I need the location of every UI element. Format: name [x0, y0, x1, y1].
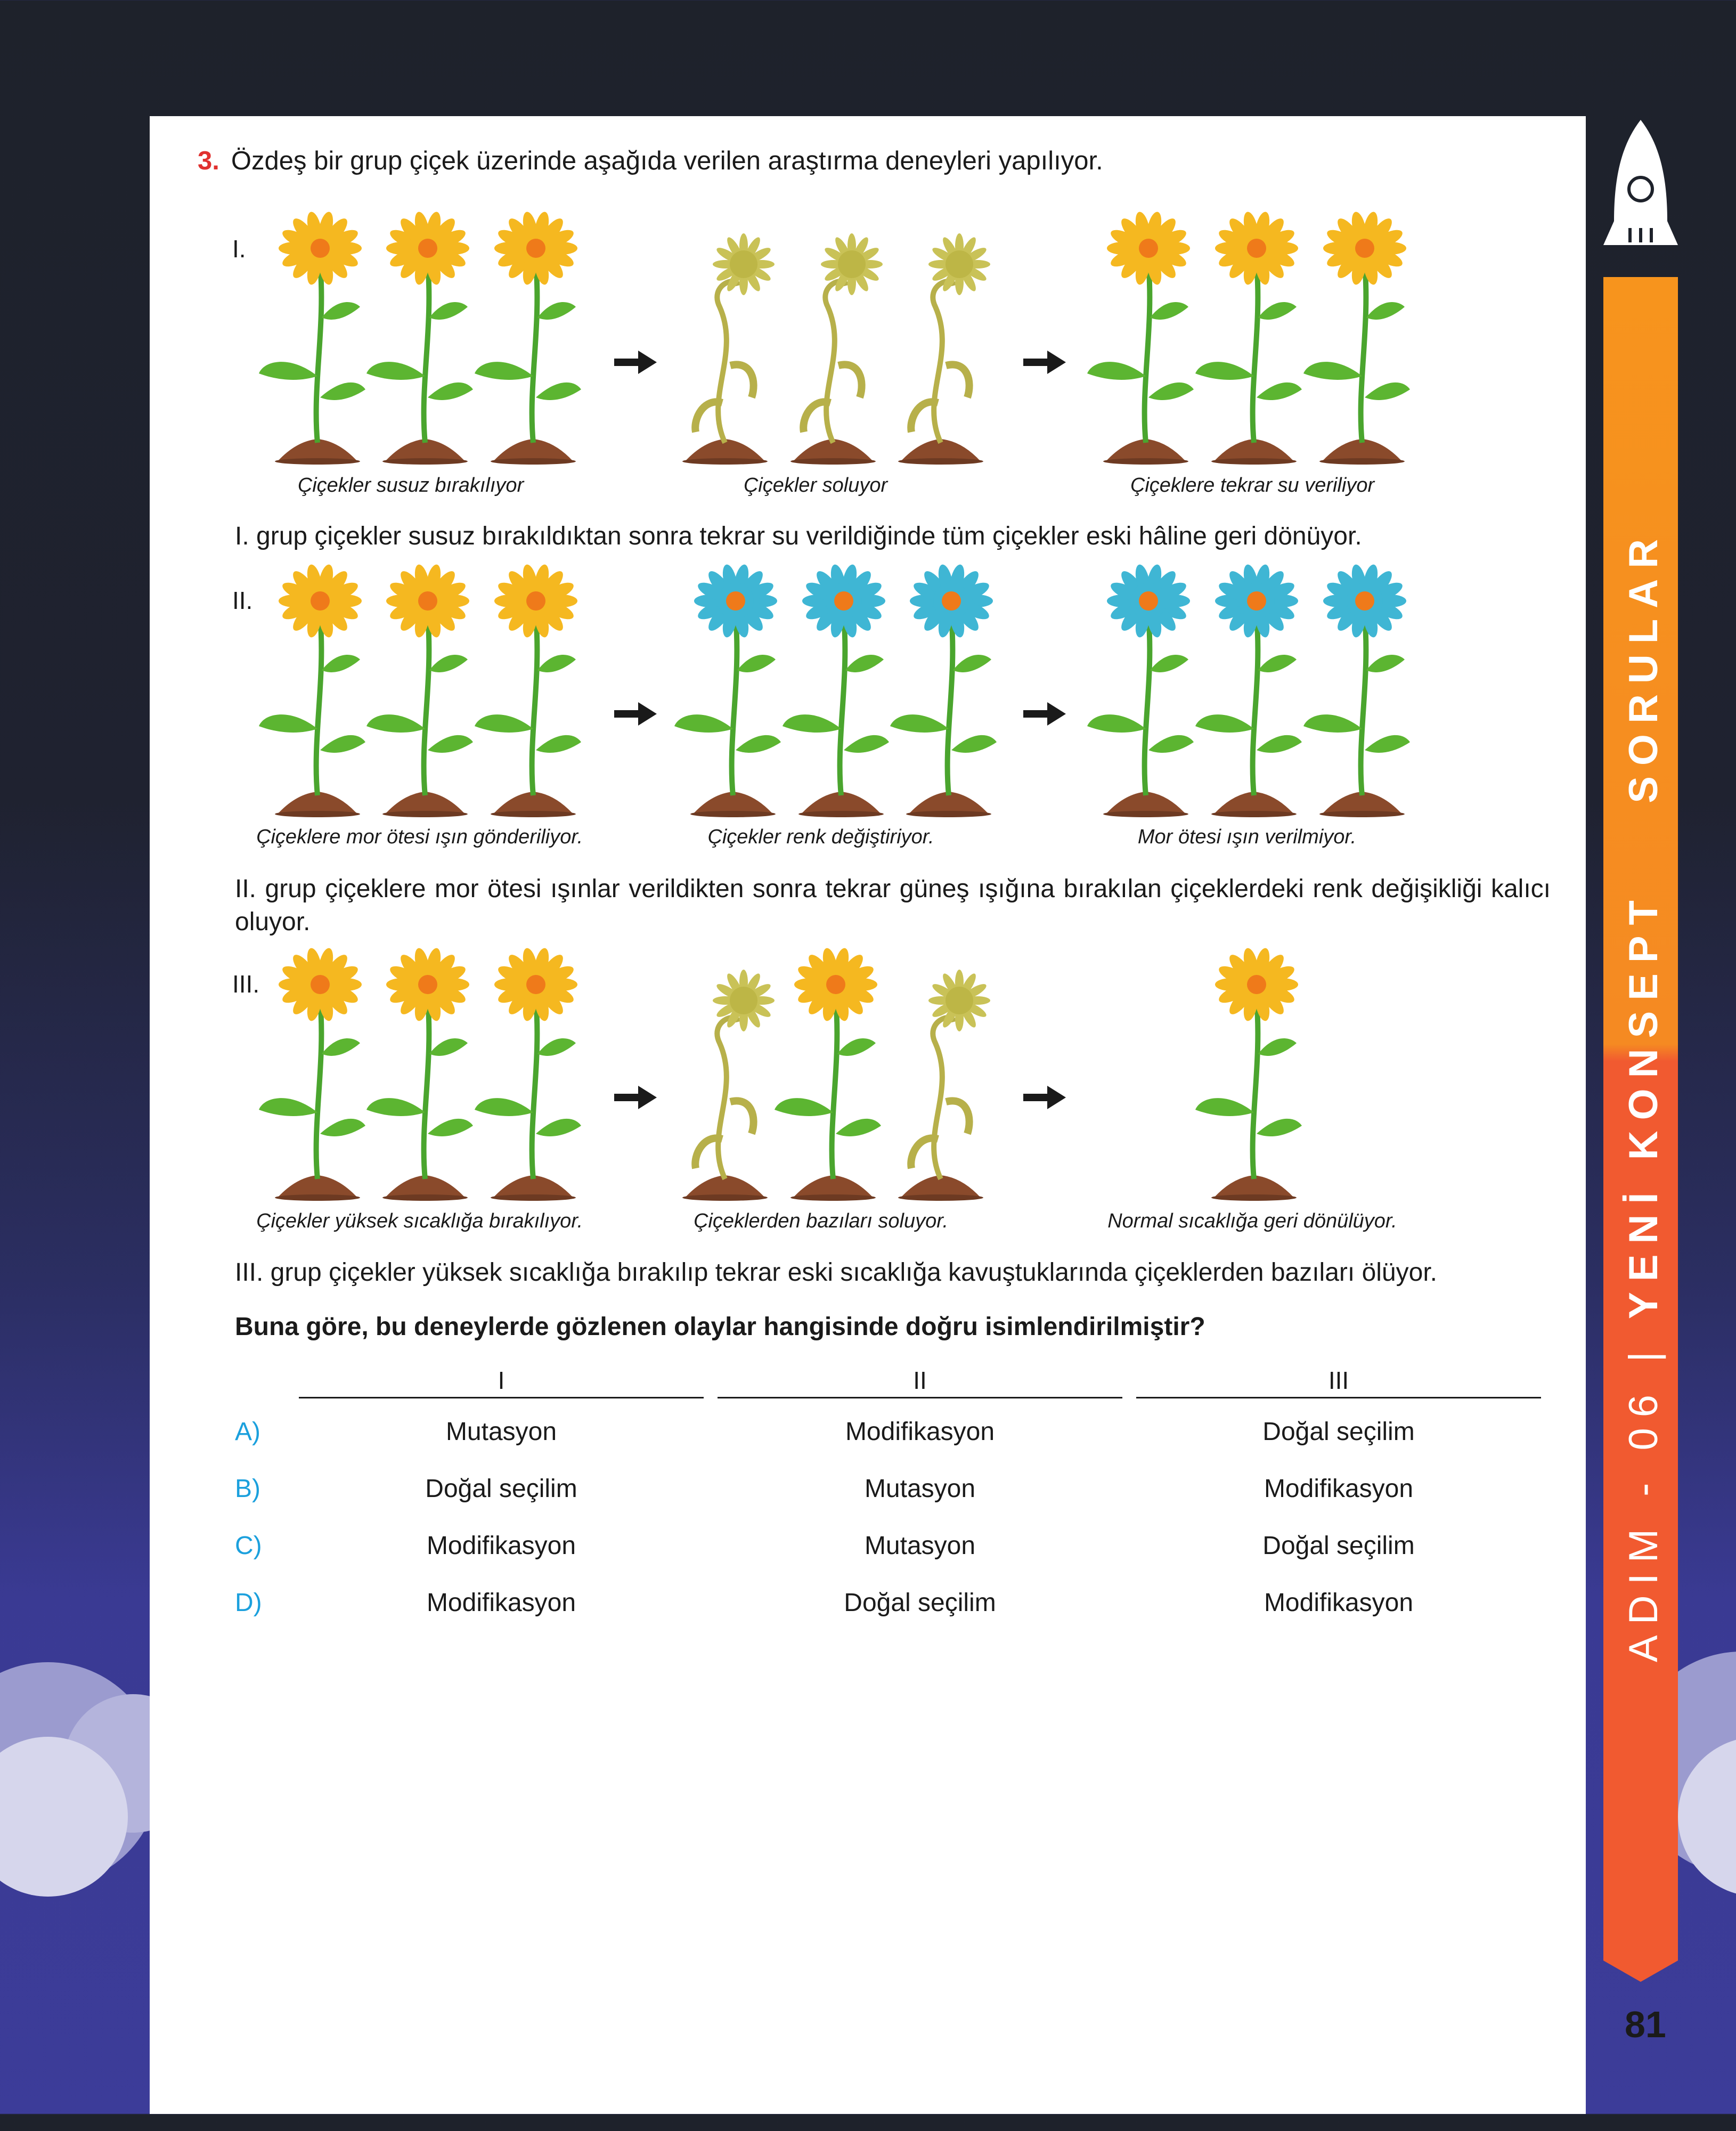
sidebar-step: ADIM - 06 — [1621, 1384, 1666, 1662]
wilted-flower-icon — [898, 233, 990, 465]
sidebar-section: SORULAR — [1621, 528, 1666, 803]
healthy-flower-icon — [1195, 563, 1302, 817]
table-header-I: I — [299, 1366, 704, 1398]
healthy-flower-icon — [259, 563, 365, 817]
wilted-flower-icon — [682, 970, 775, 1201]
experiment-caption: Çiçekler yüksek sıcaklığa bırakılıyor. — [256, 1210, 583, 1232]
wilted-flower-icon — [682, 233, 775, 465]
healthy-flower-icon — [366, 210, 473, 465]
rocket-nose-icon — [1614, 120, 1667, 221]
healthy-flower-icon — [366, 947, 473, 1201]
experiment-label: I. — [232, 235, 246, 263]
experiment-caption: Çiçeklerden bazıları soluyor. — [693, 1210, 949, 1232]
experiment-caption: Mor ötesi ışın verilmiyor. — [1137, 826, 1357, 848]
option-c-letter[interactable]: C) — [235, 1532, 262, 1560]
page-number: 81 — [1625, 2004, 1666, 2045]
healthy-flower-icon — [1195, 210, 1302, 465]
experiment-caption: Çiçekler soluyor — [743, 474, 888, 497]
question-text: Özdeş bir grup çiçek üzerinde aşağıda verilen araştırma deneyleri yapılıyor. — [231, 147, 1103, 175]
experiment-caption: Çiçeklere tekrar su veriliyor — [1130, 474, 1375, 497]
option-a-cell: Modifikasyon — [845, 1418, 995, 1446]
arrow-right-icon — [1023, 702, 1066, 726]
option-d-cell: Modifikasyon — [426, 1589, 576, 1617]
experiment-label: II. — [232, 587, 253, 614]
question-prompt: Buna göre, bu deneylerde gözlenen olaylar hangisinde doğru isimlendirilmiştir? — [235, 1313, 1205, 1341]
experiment-description: I. grup çiçekler susuz bırakıldıktan sonra tekrar su verildiğinde tüm çiçekler eski hâline geri dönüyor. — [235, 522, 1362, 550]
healthy-flower-icon — [475, 947, 581, 1201]
healthy-flower-icon — [1087, 563, 1194, 817]
option-a-cell: Doğal seçilim — [1262, 1418, 1415, 1446]
sidebar-separator: | — [1621, 1341, 1666, 1362]
healthy-flower-icon — [1303, 563, 1410, 817]
sidebar-concept: YENİ KONSEPT — [1621, 890, 1666, 1319]
question-page — [150, 116, 1586, 2114]
experiment-caption: Çiçeklere mor ötesi ışın gönderiliyor. — [256, 826, 583, 848]
option-c-cell: Doğal seçilim — [1262, 1532, 1415, 1560]
table-header-II: II — [718, 1366, 1122, 1398]
experiment-label: III. — [232, 970, 260, 998]
experiment-description: III. grup çiçekler yüksek sıcaklığa bırakılıp tekrar eski sıcaklığa kavuştuklarında çiçeklerden bazıları ölüyor. — [235, 1258, 1437, 1287]
option-b-cell: Doğal seçilim — [425, 1475, 577, 1503]
healthy-flower-icon — [1195, 947, 1302, 1201]
healthy-flower-icon — [259, 210, 365, 465]
option-a-letter[interactable]: A) — [235, 1418, 260, 1446]
option-c-cell: Mutasyon — [864, 1532, 976, 1560]
option-a-cell: Mutasyon — [445, 1418, 557, 1446]
healthy-flower-icon — [1087, 210, 1194, 465]
sidebar-vertical-title — [1620, 528, 1667, 1662]
healthy-flower-icon — [259, 947, 365, 1201]
experiment-caption: Çiçekler susuz bırakılıyor — [297, 474, 524, 497]
option-d-cell: Doğal seçilim — [844, 1589, 996, 1617]
healthy-flower-icon — [1303, 210, 1410, 465]
healthy-flower-icon — [475, 563, 581, 817]
option-b-letter[interactable]: B) — [235, 1475, 260, 1503]
option-b-cell: Mutasyon — [864, 1475, 976, 1503]
wilted-flower-icon — [790, 233, 883, 465]
experiment-caption: Normal sıcaklığa geri dönülüyor. — [1107, 1210, 1397, 1232]
arrow-right-icon — [614, 1086, 657, 1109]
option-c-cell: Modifikasyon — [426, 1532, 576, 1560]
option-d-letter[interactable]: D) — [235, 1589, 262, 1617]
healthy-flower-icon — [890, 563, 997, 817]
arrow-right-icon — [614, 351, 657, 374]
option-b-cell: Modifikasyon — [1264, 1475, 1414, 1503]
option-d-cell: Modifikasyon — [1264, 1589, 1414, 1617]
healthy-flower-icon — [475, 210, 581, 465]
question-number: 3. — [198, 147, 219, 175]
flower-illustrations — [150, 116, 1586, 1235]
arrow-right-icon — [614, 702, 657, 726]
healthy-flower-icon — [674, 563, 781, 817]
table-header-III: III — [1136, 1366, 1541, 1398]
healthy-flower-icon — [366, 563, 473, 817]
healthy-flower-icon — [775, 947, 881, 1201]
healthy-flower-icon — [783, 563, 889, 817]
wilted-flower-icon — [898, 970, 990, 1201]
experiment-description: II. grup çiçeklere mor ötesi ışınlar verildikten sonra tekrar güneş ışığına bırakılan çiçeklerdeki renk değişikliği kalıcı oluyor. — [235, 875, 1551, 936]
experiment-caption: Çiçekler renk değiştiriyor. — [707, 826, 934, 848]
arrow-right-icon — [1023, 351, 1066, 374]
arrow-right-icon — [1023, 1086, 1066, 1109]
